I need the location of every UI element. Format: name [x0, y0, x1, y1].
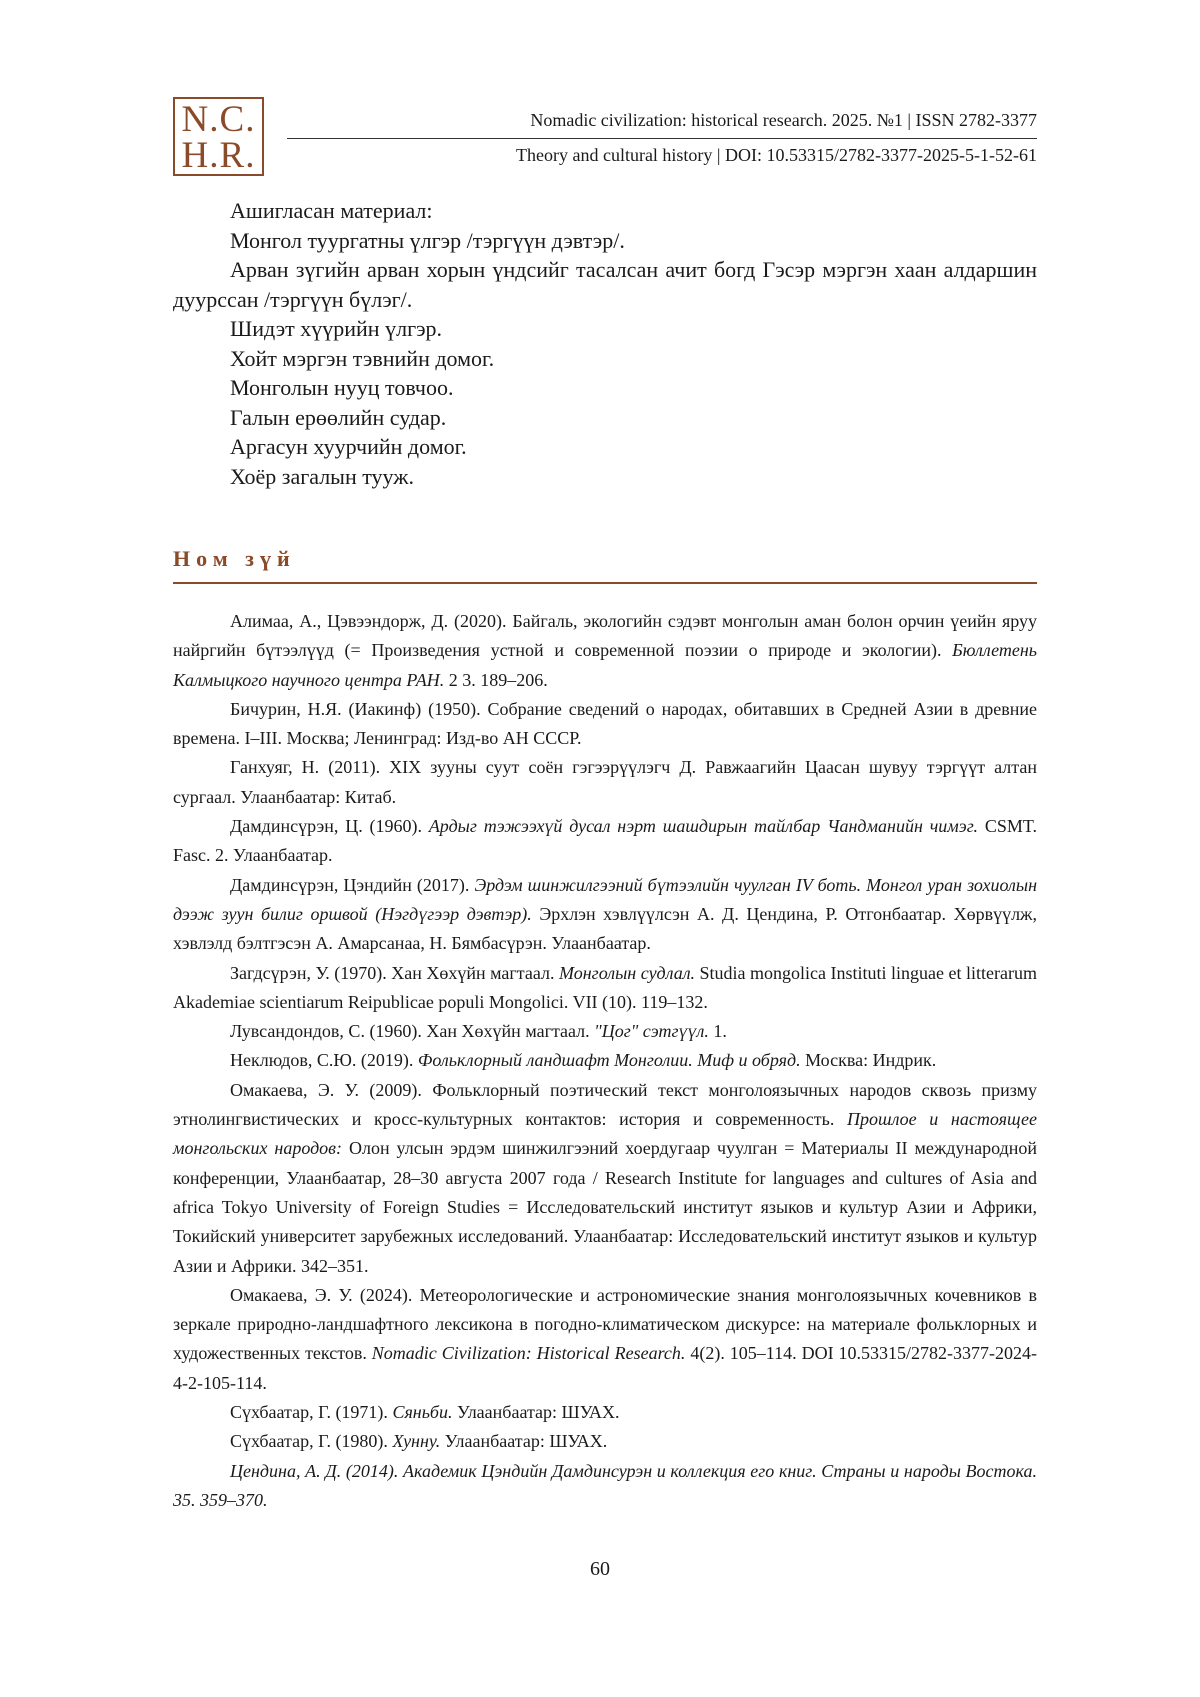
- logo-line-1: N.C.: [181, 99, 256, 140]
- material-item: Арван зүгийн арван хорын үндсийг тасалсан ачит богд Гэсэр мэргэн хаан алдаршин дуурссан /тэргүүн бүлэг/.: [173, 257, 1037, 312]
- reference-italic: Фольклорный ландшафт Монголии. Миф и обряд.: [417, 1050, 801, 1071]
- reference-text: Алимаа, А., Цэвээндорж, Д. (2020). Байгаль, экологийн сэдэвт монголын аман болон орчин үеийн яруу найргийн бүтээлүүд (= Произведения устной и современной поэзии о природе и экологии).: [173, 611, 1037, 661]
- reference-entry: [173, 871, 1037, 959]
- reference-text-tail: 2 3. 189–206.: [444, 669, 548, 690]
- reference-italic: Монголын судлал.: [559, 962, 696, 983]
- material-item: Хойт мэргэн тэвнийн домог.: [230, 345, 495, 371]
- reference-italic: Сяньби.: [392, 1402, 453, 1423]
- reference-italic: Ардыг тэжээхүй дусал нэрт шашдирын тайлбар Чандманийн чимэг.: [428, 816, 978, 837]
- reference-italic: Хунну.: [392, 1431, 441, 1452]
- reference-text: Ганхуяг, Н. (2011). XIX зууны суут соён гэгээрүүлэгч Д. Равжаагийн Цаасан шувуу тэргүүт алтан сургаал. Улаанбаатар: Китаб.: [173, 757, 1037, 807]
- reference-italic: Прошлое и настоящее монгольских народов:: [173, 1109, 1037, 1159]
- materials-list: [173, 196, 1037, 491]
- reference-text: Дамдинсүрэн, Цэндийн (2017).: [230, 874, 475, 895]
- reference-text: Сүхбаатар, Г. (1971).: [230, 1402, 393, 1423]
- bibliography-heading: Ном зүй: [173, 546, 1037, 584]
- material-item: Аргасун хуурчийн домог.: [230, 434, 467, 459]
- reference-text: Загдсүрэн, У. (1970). Хан Хөхүйн магтаал.: [230, 962, 559, 983]
- reference-text-tail: Эрхлэн хэвлүүлсэн А. Д. Цендина, Р. Отгонбаатар. Хөрвүүлж, хэвлэлд бэлтгэсэн А. Амарсанаа, Н. Бямбасүрэн. Улаанбаатар.: [173, 903, 1037, 954]
- reference-text: Сүхбаатар, Г. (1980).: [230, 1431, 393, 1452]
- reference-text-tail: 1.: [708, 1021, 727, 1042]
- bibliography-list: [173, 607, 1037, 1515]
- reference-italic: Бюллетень Калмыцкого научного центра РАН.: [173, 640, 1037, 690]
- reference-text: Дамдинсүрэн, Ц. (1960).: [230, 816, 429, 837]
- header-divider: [287, 138, 1037, 139]
- logo-line-2: H.R.: [181, 135, 256, 176]
- material-item: Галын ерөөлийн судар.: [230, 404, 447, 430]
- reference-text-tail: Москва: Индрик.: [800, 1050, 937, 1071]
- reference-entry: [173, 1457, 1037, 1516]
- reference-text: Омакаева, Э. У. (2009). Фольклорный поэтический текст монголоязычных народов сквозь призму этнолингвистических и кросс-культурных контактов: история и современность.: [173, 1079, 1037, 1130]
- reference-italic: Эрдэм шинжилгээний бүтээлийн чуулган IV боть. Монгол уран зохиолын дээж зуун билиг оршвой (Нэгдүгээр дэвтэр).: [173, 874, 1038, 924]
- reference-text-tail: Улаанбаатар: ШУАХ.: [452, 1402, 620, 1423]
- reference-italic: "Цог" сэтгүүл.: [594, 1021, 709, 1042]
- reference-entry: [173, 1281, 1037, 1398]
- reference-entry: [173, 1046, 1037, 1075]
- reference-text-tail: 4(2). 105–114. DOI 10.53315/2782-3377-2024-4-2-105-114.: [173, 1343, 1037, 1393]
- reference-text: Омакаева, Э. У. (2024). Метеорологические и астрономические знания монголоязычных кочевников в зеркале природно-ландшафтного лексикона в погодно-климатическом дискурсе: на материале фольклорных и художественных текстов.: [173, 1284, 1037, 1364]
- reference-entry: [173, 1398, 1037, 1427]
- material-item: Хоёр загалын тууж.: [230, 463, 414, 489]
- materials-heading: Ашигласан материал:: [230, 198, 433, 223]
- reference-entry: [173, 1427, 1037, 1456]
- header-doi-info: Theory and cultural history | DOI: 10.53315/2782-3377-2025-5-1-52-61: [515, 145, 1037, 165]
- running-header: [287, 108, 1037, 167]
- reference-entry: [173, 607, 1037, 695]
- reference-text-tail: CSMT. Fasc. 2. Улаанбаатар.: [173, 816, 1037, 866]
- header-journal-info: Nomadic civilization: historical research. 2025. №1 | ISSN 2782-3377: [530, 110, 1037, 130]
- reference-text-tail: Улаанбаатар: ШУАХ.: [440, 1431, 608, 1452]
- reference-italic: Цендина, А. Д. (2014). Академик Цэндийн Дамдинсурэн и коллекция его книг. Страны и народы Востока. 35. 359–370.: [173, 1460, 1037, 1510]
- material-item: Шидэт хүүрийн үлгэр.: [230, 316, 443, 341]
- material-item: Монголын нууц товчоо.: [230, 375, 454, 400]
- reference-text-tail: Studia mongolica Instituti linguae et litterarum Akademiae scientiarum Reipublicae populi Mongolici. VII (10). 119–132.: [173, 962, 1037, 1012]
- reference-text: Лувсандондов, С. (1960). Хан Хөхүйн магтаал.: [230, 1021, 595, 1042]
- reference-entry: [173, 695, 1037, 754]
- reference-entry: [173, 1076, 1037, 1281]
- reference-entry: [173, 1017, 1037, 1046]
- reference-text-tail: Олон улсын эрдэм шинжилгээний хоердугаар чуулган = Материалы II международной конференции, Улаанбаатар, 28–30 августа 2007 года / Research Institute for languages and cultures of Asia and africa Tokyo University of Foreign Studies = Исследовательский институт языков и культур Азии и Африки, Токийский университет зарубежных исследований. Улаанбаатар: Исследовательский институт языков и культур Азии и Африки. 342–351.: [173, 1138, 1037, 1276]
- page-number: 60: [590, 1558, 610, 1580]
- reference-entry: [173, 753, 1037, 812]
- reference-text: Бичурин, Н.Я. (Иакинф) (1950). Собрание сведений о народах, обитавших в Средней Азии в древние времена. I–III. Москва; Ленинград: Изд-во АН СССР.: [173, 698, 1037, 749]
- reference-italic: Nomadic Civilization: Historical Research.: [371, 1343, 686, 1364]
- reference-entry: [173, 959, 1037, 1018]
- reference-text: Неклюдов, С.Ю. (2019).: [230, 1050, 418, 1071]
- material-item: Монгол туургатны үлгэр /тэргүүн дэвтэр/.: [230, 227, 625, 253]
- reference-entry: [173, 812, 1037, 871]
- journal-logo: [173, 97, 264, 176]
